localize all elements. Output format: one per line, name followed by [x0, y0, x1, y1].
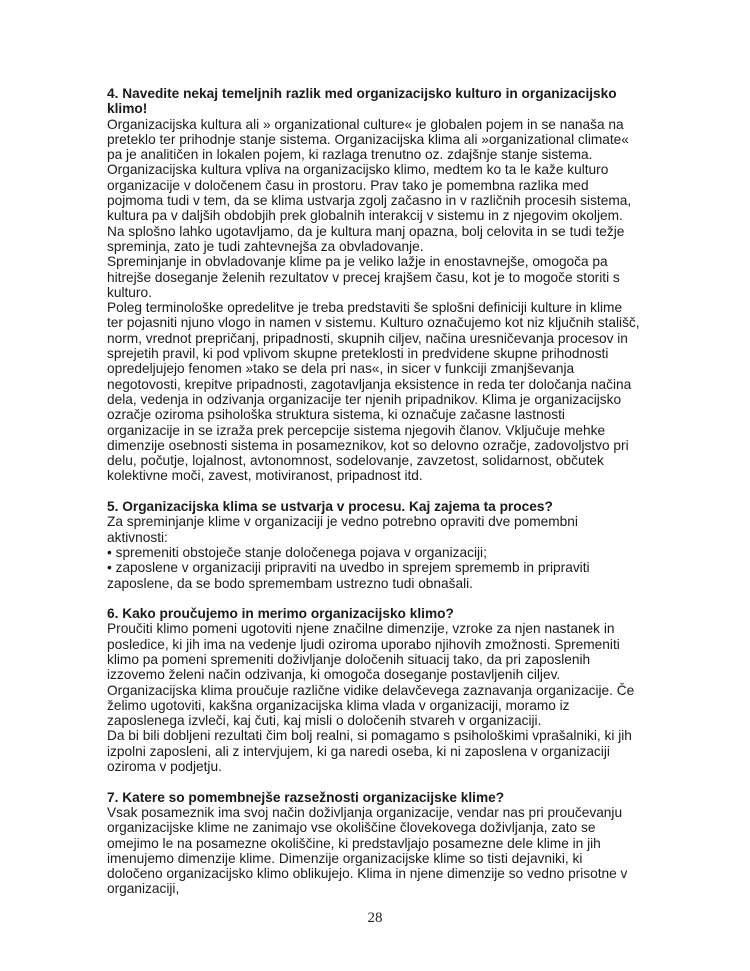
document-content — [107, 86, 641, 897]
question-heading: 4. Navedite nekaj temeljnih razlik med organizacijsko kulturo in organizacijsko klimo! — [107, 86, 617, 117]
question-heading: 5. Organizacijska klima se ustvarja v procesu. Kaj zajema ta proces? — [107, 499, 553, 515]
paragraph-spacer — [107, 774, 641, 789]
page-number: 28 — [367, 910, 383, 926]
paragraph: Organizacijska klima proučuje različne vidike delavčevega zaznavanja organizacije. Če želimo ugotoviti, kakšna organizacijska klima vlada v organizaciji, moramo iz zaposlenega izvleči, kaj čuti, kaj misli o določenih stvareh v organizaciji. — [107, 682, 635, 729]
question-heading: 7. Katere so pomembnejše razsežnosti organizacijske klime? — [107, 789, 505, 805]
paragraph: Proučiti klimo pomeni ugotoviti njene značilne dimenzije, vzroke za njen nastanek in posledice, ki jih ima na vedenje ljudi oziroma uporabo njihovih zmožnosti. Spremeniti klimo pa pomeni spremeniti doživljanje določenih situacij tako, da pri zaposlenih izzovemo želeni način odzivanja, ki omogoča doseganje postavljenih ciljev. — [107, 621, 620, 683]
paragraph: Organizacijska kultura ali » organizational culture« je globalen pojem in se nanaša na preteklo ter prihodnje stanje sistema. Organizacijska klima ali »organizational climate« pa je analitičen in lokalen pojem, ki razlaga trenutno oz. zdajšnje stanje sistema. Organizacijska kultura vpliva na organizacijsko klimo, medtem ko ta le kaže kulturo organizacije v določenem času in prostoru. Prav tako je pomembna razlika med pojmoma tudi v tem, da se klima ustvarja zgolj začasno in v različnih procesih sistema, kultura pa v daljših obdobjih prek globalnih interakcij v sistemu in z njegovim okoljem. Na splošno lahko ugotavljamo, da je kultura manj opazna, bolj celovita in se tudi težje spreminja, zato je tudi zahtevnejša za obvladovanje. — [107, 116, 632, 254]
paragraph: • zaposlene v organizaciji pripraviti na uvedbo in sprejem sprememb in pripraviti zaposlene, da se bodo spremembam ustrezno tudi obnašali. — [107, 560, 590, 591]
paragraph: Za spreminjanje klime v organizaciji je vedno potrebno opraviti dve pomembni aktivnosti: — [107, 514, 578, 545]
paragraph: Da bi bili dobljeni rezultati čim bolj realni, si pomagamo s psihološkimi vprašalniki, ki jih izpolni zaposleni, ali z intervjujem, ki ga naredi oseba, ki ni zaposlena v organizaciji oziroma v podjetju. — [107, 728, 632, 775]
paragraph: • spremeniti obstoječe stanje določenega pojava v organizaciji; — [107, 544, 487, 560]
paragraph-spacer — [107, 484, 641, 499]
paragraph: Spreminjanje in obvladovanje klime pa je veliko lažje in enostavnejše, omogoča pa hitrejše doseganje želenih rezultatov v precej krajšem času, kot je to mogoče storiti s kulturo. — [107, 254, 620, 300]
paragraph: Vsak posameznik ima svoj način doživljanja organizacije, vendar nas pri proučevanju organizacijske klime ne zanimajo vse okoliščine človekovega doživljanja, zato se omejimo le na posamezne okoliščine, ki predstavljajo posamezne dele klime in jih imenujemo dimenzije klime. Dimenzije organizacijske klime so tisti dejavniki, ki določeno organizacijsko klimo oblikujejo. Klima in njene dimenzije so vedno prisotne v organizaciji, — [107, 804, 628, 897]
paragraph-spacer — [107, 591, 641, 606]
question-heading: 6. Kako proučujemo in merimo organizacijsko klimo? — [107, 606, 454, 622]
paragraph: Poleg terminološke opredelitve je treba predstaviti še splošni definiciji kulture in klime ter pojasniti njuno vlogo in namen v sistemu. Kulturo označujemo kot niz ključnih stališč, norm, vrednot prepričanj, pripadnosti, skupnih ciljev, načina uresničevanja procesov in sprejetih pravil, ki pod vplivom skupne preteklosti in predvidene skupne prihodnosti opredeljujejo fenomen »tako se dela pri nas«, in sicer v funkciji zmanjševanja negotovosti, krepitve pripadnosti, zagotavljanja eksistence in reda ter določanja načina dela, vedenja in odzivanja organizacije ter njenih pripadnikov. Klima je organizacijsko ozračje oziroma psihološka struktura sistema, ki označuje začasne lastnosti organizacije in se izraža prek percepcije sistema njegovih članov. Vključuje mehke dimenzije osebnosti sistema in posameznikov, kot so delovno ozračje, zadovoljstvo pri delu, počutje, lojalnost, avtonomnost, sodelovanje, zavzetost, solidarnost, občutek kolektivne moči, zavest, motiviranost, pripadnost itd. — [107, 300, 640, 484]
